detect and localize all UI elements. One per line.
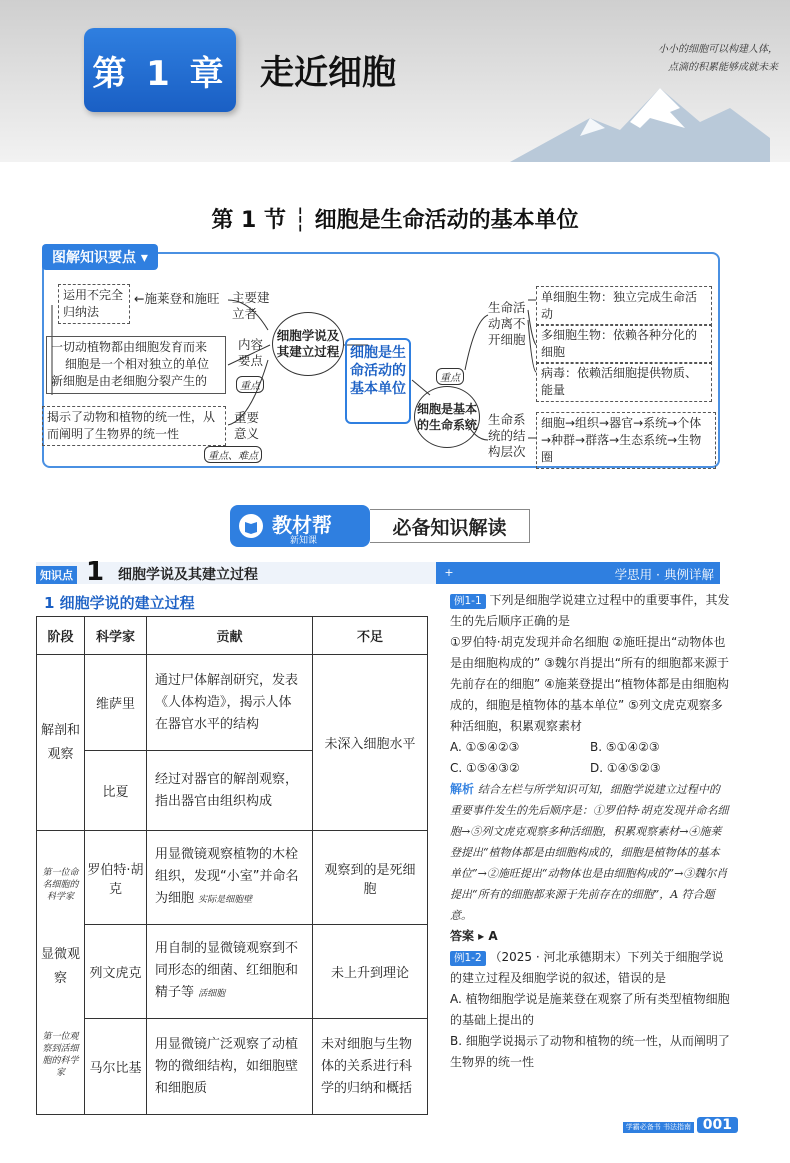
- contribution-cell: 用显微镜广泛观察了动植物的微细结构，如细胞壁和细胞质: [147, 1019, 313, 1115]
- banner-sub-text: 新知课: [290, 536, 318, 546]
- multicellular-box: 多细胞生物：依赖各种分化的细胞: [536, 324, 712, 364]
- example-1: [450, 590, 730, 632]
- example-column: [450, 590, 730, 1073]
- cell-theory-node: 细胞学说及其建立过程: [272, 312, 344, 376]
- section-title: 第 1 节 ┆ 细胞是生命活动的基本单位: [211, 208, 579, 233]
- banner-right-text: 必备知识解读: [370, 509, 530, 543]
- textbook-banner: [230, 505, 530, 547]
- chapter-title: 走近细胞: [260, 53, 396, 93]
- example-2: [450, 947, 730, 989]
- shortcoming-cell: 未对细胞与生物体的关系进行科学的归纳和概括: [313, 1019, 428, 1115]
- answer: 答案 ▸ A: [450, 929, 498, 943]
- table-row: [37, 925, 428, 1019]
- options-row-1: [450, 737, 730, 758]
- option-b: B. ⑤①④②③: [590, 740, 660, 754]
- banner-main-text: 教材帮: [272, 513, 332, 537]
- book-icon: [238, 513, 264, 539]
- col-contribution: 贡献: [147, 617, 313, 655]
- founders-arrow-label: ←施莱登和施旺: [134, 291, 220, 306]
- table-row: [37, 655, 428, 751]
- example-2-option-a: A. 植物细胞学说是施莱登在观察了所有类型植物细胞的基础上提出的: [450, 992, 730, 1027]
- theory-point-1: 一切动植物都由细胞发育而来: [51, 340, 208, 354]
- handwritten-note: 实际是细胞壁: [198, 895, 253, 905]
- example-2-option-b: B. 细胞学说揭示了动物和植物的统一性，从而阐明了生物界的统一性: [450, 1034, 730, 1069]
- subsection-title: 1 细胞学说的建立过程: [44, 594, 195, 612]
- unicellular-box: 单细胞生物：独立完成生命活动: [536, 286, 712, 326]
- handwritten-note-1: 小小的细胞可以构建人体，: [658, 44, 778, 55]
- footer-small-text: 学霸必备书 书法指南: [623, 1122, 694, 1133]
- life-system-node: 细胞是基本的生命系统: [414, 386, 480, 448]
- induction-method-box: 运用不完全归纳法: [58, 284, 130, 324]
- significance-box: 揭示了动物和植物的统一性，从而阐明了生物界的统一性: [42, 406, 226, 446]
- col-shortcoming: 不足: [313, 617, 428, 655]
- options-row-2: [450, 758, 730, 779]
- chapter-label: 第 1 章: [84, 28, 236, 112]
- theory-points-box: [46, 336, 226, 394]
- shortcoming-cell: 未深入细胞水平: [313, 655, 428, 831]
- diagram-tag: 图解知识要点 ▾: [42, 244, 158, 270]
- shortcoming-cell: 观察到的是死细胞: [313, 831, 428, 925]
- knowledge-point-label: 知识点: [36, 566, 77, 584]
- example-1-tag: 例1-1: [450, 594, 486, 609]
- scientist-cell: 比夏: [85, 751, 147, 831]
- example-2-tag: 例1-2: [450, 951, 486, 966]
- example-2-question: （2025 · 河北承德期末）下列关于细胞学说的建立过程及细胞学说的叙述，错误的是: [450, 950, 724, 985]
- analysis-tag: 解析: [450, 782, 475, 796]
- contribution-cell: [147, 925, 313, 1019]
- col-stage: 阶段: [37, 617, 85, 655]
- founders-label: 主要建立者: [232, 290, 270, 321]
- table-row: [37, 1019, 428, 1115]
- handwritten-note-2: 点滴的积累能够成就未来: [668, 62, 778, 73]
- shortcoming-cell: 未上升到理论: [313, 925, 428, 1019]
- virus-box: 病毒：依赖活细胞提供物质、能量: [536, 362, 712, 402]
- analysis: [450, 779, 730, 926]
- example-1-question: 下列是细胞学说建立过程中的重要事件，其发生的先后顺序正确的是: [450, 593, 730, 628]
- contribution-text: 用自制的显微镜观察到不同形态的细菌、红细胞和精子等: [155, 941, 299, 1000]
- contribution-cell: 经过对器官的解剖观察，指出器官由组织构成: [147, 751, 313, 831]
- page-number: 001: [697, 1117, 738, 1133]
- content-points-label: 内容要点: [238, 337, 264, 368]
- knowledge-point-title: 细胞学说及其建立过程: [118, 567, 258, 583]
- option-a: A. ①⑤④②③: [450, 740, 520, 754]
- table-header-row: [37, 617, 428, 655]
- structure-level-label: 生命系统的结构层次: [488, 412, 526, 459]
- key-point-stamp-2: 重点: [436, 368, 464, 385]
- stage-label-2: 显微观察: [41, 946, 81, 986]
- key-point-stamp: 重点: [236, 376, 264, 393]
- margin-note-2: 第一位观察到活细胞的科学家: [42, 1031, 79, 1078]
- history-table: [36, 616, 428, 1115]
- col-scientist: 科学家: [85, 617, 147, 655]
- key-difficult-stamp: 重点、难点: [204, 446, 262, 463]
- analysis-text: 结合左栏与所学知识可知，细胞学说建立过程中的重要事件发生的先后顺序是：①罗伯特·胡克发现并命名细胞→⑤列文虎克观察多种活细胞，积累观察素材→④施莱登提出“植物体都是由细胞构成的，细胞是植物体的基本单位”→②施旺提出“动物体也是由细胞构成的”→③魏尔肖提出“所有的细胞都来源于先前存在的细胞”，A 符合题意。: [450, 783, 729, 922]
- contribution-cell: 通过尸体解剖研究，发表《人体构造》，揭示人体在器官水平的结构: [147, 655, 313, 751]
- significance-label: 重要意义: [234, 410, 260, 441]
- knowledge-point-number: 1: [86, 557, 105, 587]
- example-1-items: ①罗伯特·胡克发现并命名细胞 ②施旺提出“动物体也是由细胞构成的” ③魏尔肖提出“所有的细胞都来源于先前存在的细胞” ④施莱登提出“植物体都是由细胞构成的，细胞是植物体的基本单位” ⑤列文虎克观察多种活细胞，积累观察素材: [450, 635, 730, 733]
- knowledge-point-right: 学思用 · 典例详解: [614, 567, 714, 582]
- scientist-cell: 马尔比基: [85, 1019, 147, 1115]
- scientist-cell: 维萨里: [85, 655, 147, 751]
- option-c: C. ①⑤④③②: [450, 761, 520, 775]
- theory-point-2: 细胞是一个相对独立的单位: [65, 357, 210, 371]
- margin-note-1: 第一位命名细胞的科学家: [42, 867, 79, 902]
- central-concept: 细胞是生命活动的基本单位: [345, 338, 411, 424]
- contribution-text: 用显微镜观察植物的木栓组织，发现“小室”并命名为细胞: [155, 847, 299, 906]
- plus-icon: +: [442, 566, 456, 580]
- contribution-cell: [147, 831, 313, 925]
- stage-cell: 解剖和观察: [37, 655, 85, 831]
- theory-point-3: 新细胞是由老细胞分裂产生的: [51, 374, 208, 388]
- option-d: D. ①④⑤②③: [590, 761, 661, 775]
- handwritten-note: 活细胞: [198, 989, 226, 999]
- banner-badge: [230, 505, 370, 547]
- scientist-cell: 罗伯特·胡克: [85, 831, 147, 925]
- life-activity-label: 生命活动离不开细胞: [488, 300, 526, 347]
- table-row: [37, 831, 428, 925]
- scientist-cell: 列文虎克: [85, 925, 147, 1019]
- stage-cell: [37, 831, 85, 1115]
- structure-level-box: 细胞→组织→器官→系统→个体→种群→群落→生态系统→生物圈: [536, 412, 716, 469]
